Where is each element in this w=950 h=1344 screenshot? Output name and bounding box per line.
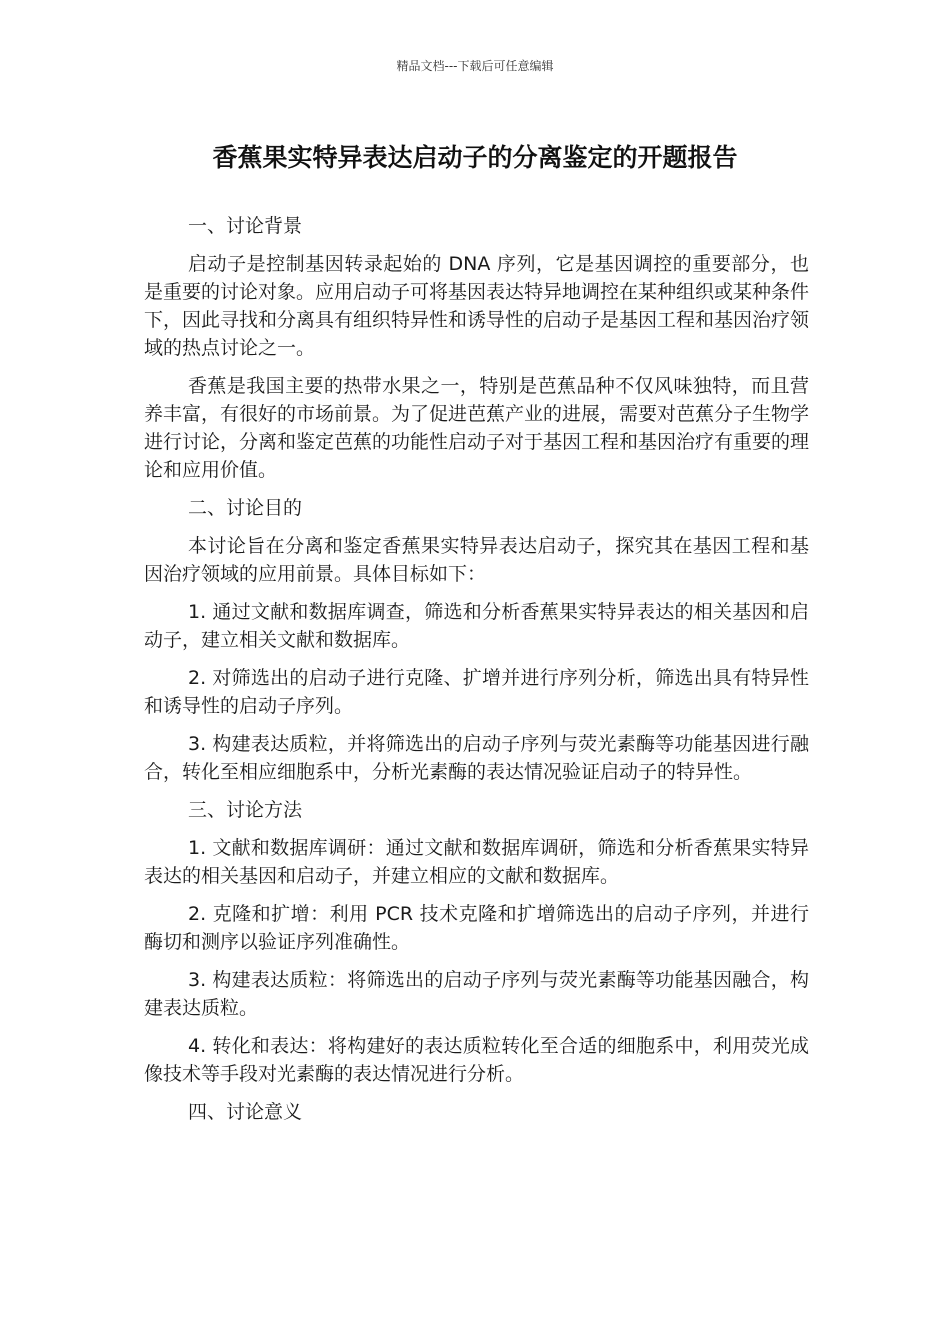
list-item-method-1: 1. 文献和数据库调研：通过文献和数据库调研，筛选和分析香蕉果实特异表达的相关基因和启动子，并建立相应的文献和数据库。: [144, 837, 809, 887]
paragraph-purpose: 本讨论旨在分离和鉴定香蕉果实特异表达启动子，探究其在基因工程和基因治疗领域的应用前景。具体目标如下：: [144, 535, 809, 585]
section-heading-purpose: 二、讨论目的: [188, 497, 303, 519]
section-heading-methods: 三、讨论方法: [188, 799, 303, 821]
section-heading-background: 一、讨论背景: [188, 215, 303, 237]
list-item-goal-2: 2. 对筛选出的启动子进行克隆、扩增并进行序列分析，筛选出具有特异性和诱导性的启动子序列。: [144, 667, 809, 717]
list-item-goal-1: 1. 通过文献和数据库调查，筛选和分析香蕉果实特异表达的相关基因和启动子，建立相关文献和数据库。: [144, 601, 809, 651]
section-heading-significance: 四、讨论意义: [188, 1101, 303, 1123]
list-item-goal-3: 3. 构建表达质粒，并将筛选出的启动子序列与荧光素酶等功能基因进行融合，转化至相应细胞系中，分析光素酶的表达情况验证启动子的特异性。: [144, 733, 809, 783]
paragraph-banana-intro: 香蕉是我国主要的热带水果之一，特别是芭蕉品种不仅风味独特，而且营养丰富，有很好的市场前景。为了促进芭蕉产业的进展，需要对芭蕉分子生物学进行讨论，分离和鉴定芭蕉的功能性启动子对于基因工程和基因治疗有重要的理论和应用价值。: [144, 375, 810, 481]
page-header: 精品文档---下载后可任意编辑: [396, 59, 554, 73]
document-title: 香蕉果实特异表达启动子的分离鉴定的开题报告: [212, 143, 738, 172]
list-item-method-4: 4. 转化和表达：将构建好的表达质粒转化至合适的细胞系中，利用荧光成像技术等手段对光素酶的表达情况进行分析。: [144, 1035, 809, 1085]
list-item-method-2: 2. 克隆和扩增：利用 PCR 技术克隆和扩增筛选出的启动子序列，并进行酶切和测序以验证序列准确性。: [144, 903, 809, 953]
list-item-method-3: 3. 构建表达质粒：将筛选出的启动子序列与荧光素酶等功能基因融合，构建表达质粒。: [144, 969, 809, 1019]
paragraph-promoter-intro: 启动子是控制基因转录起始的 DNA 序列，它是基因调控的重要部分，也是重要的讨论对象。应用启动子可将基因表达特异地调控在某种组织或某种条件下，因此寻找和分离具有组织特异性和诱导性的启动子是基因工程和基因治疗领域的热点讨论之一。: [144, 253, 810, 359]
document-body: [144, 212, 809, 1136]
